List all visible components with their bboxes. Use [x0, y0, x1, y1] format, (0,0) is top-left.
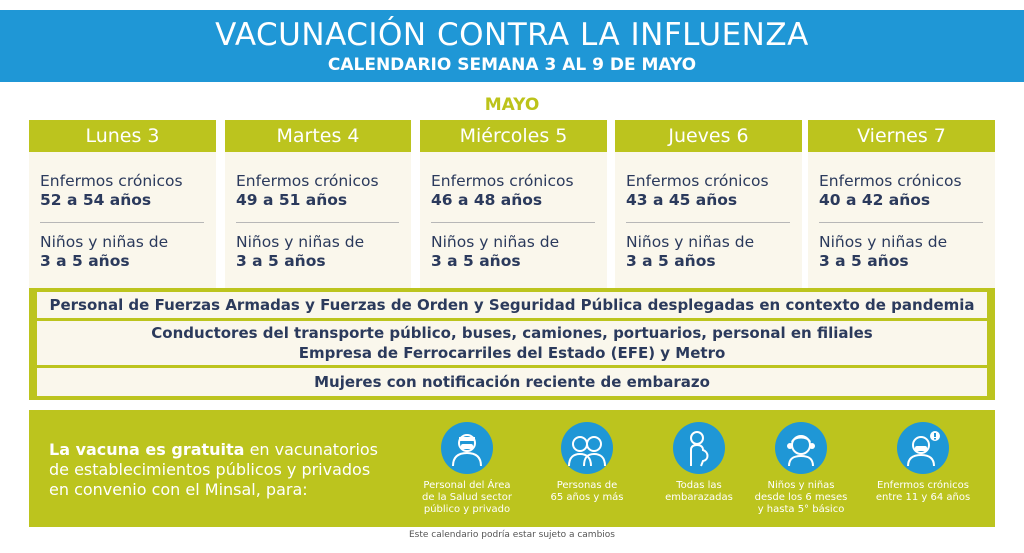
item-value: 40 a 42 años: [819, 191, 931, 209]
item-value: 3 a 5 años: [431, 252, 521, 270]
item-label: Enfermos crónicos: [431, 172, 574, 190]
day-column-wednesday: [420, 120, 607, 288]
divider: [236, 222, 399, 223]
day-body: [29, 152, 216, 288]
divider: [40, 222, 204, 223]
target-group-label: Enfermos crónicos: [877, 480, 969, 491]
item-label: Enfermos crónicos: [819, 172, 962, 190]
item-value: 43 a 45 años: [626, 191, 738, 209]
day-columns: [29, 120, 995, 288]
pregnancy-band: Mujeres con notificación reciente de embarazo: [37, 368, 987, 396]
target-group-label: desde los 6 meses: [754, 492, 848, 503]
item-value: 3 a 5 años: [40, 252, 130, 270]
day-header: Martes 4: [225, 120, 411, 152]
health-worker-icon: [441, 422, 493, 474]
item-value: 3 a 5 años: [819, 252, 909, 270]
divider: [626, 222, 790, 223]
target-group-label: 65 años y más: [550, 492, 624, 503]
day-column-thursday: [615, 120, 802, 288]
day-column-tuesday: [225, 120, 411, 288]
page-subtitle: CALENDARIO SEMANA 3 AL 9 DE MAYO: [327, 55, 697, 75]
target-group-pregnant: [644, 422, 754, 504]
disclaimer-note: Este calendario podría estar sujeto a cambios: [409, 530, 615, 540]
target-group-label: embarazadas: [665, 492, 733, 503]
free-vaccine-line3: en convenio con el Minsal, para:: [49, 480, 308, 499]
item-value: 46 a 48 años: [431, 191, 543, 209]
free-vaccine-panel: [29, 410, 995, 527]
day-header: Miércoles 5: [420, 120, 607, 152]
item-value: 3 a 5 años: [236, 252, 326, 270]
item-label: Niños y niñas de: [626, 233, 755, 251]
target-group-label: entre 11 y 64 años: [875, 492, 971, 503]
free-vaccine-text: [49, 440, 409, 500]
item-label: Niños y niñas de: [819, 233, 948, 251]
month-label: MAYO: [484, 95, 540, 115]
day-body: [225, 152, 411, 288]
free-vaccine-line2: de establecimientos públicos y privados: [49, 460, 371, 479]
railway-line: Empresa de Ferrocarriles del Estado (EFE) y Metro: [298, 344, 726, 362]
elderly-couple-icon: [561, 422, 613, 474]
item-label: Enfermos crónicos: [40, 172, 183, 190]
item-label: Niños y niñas de: [236, 233, 365, 251]
divider: [819, 222, 983, 223]
target-group-label: Todas las: [676, 480, 722, 491]
target-group-label: Niños y niñas: [767, 480, 835, 491]
target-group-elderly: [532, 422, 642, 504]
day-header: Jueves 6: [615, 120, 802, 152]
weekly-groups-panel: [29, 288, 995, 400]
chronic-patient-icon: [897, 422, 949, 474]
day-header: Viernes 7: [808, 120, 995, 152]
target-group-chronic: [868, 422, 978, 504]
header-banner: [0, 10, 1024, 82]
target-group-label: de la Salud sector: [422, 492, 512, 503]
target-group-label: Personal del Área: [423, 480, 511, 491]
day-body: [615, 152, 802, 288]
item-label: Enfermos crónicos: [626, 172, 769, 190]
target-group-children: [746, 422, 856, 516]
item-value: 52 a 54 años: [40, 191, 152, 209]
pregnant-woman-icon: [673, 422, 725, 474]
day-body: [420, 152, 607, 288]
item-label: Niños y niñas de: [431, 233, 560, 251]
item-label: Enfermos crónicos: [236, 172, 379, 190]
target-group-label: Personas de: [556, 480, 618, 491]
free-vaccine-line1: en vacunatorios: [244, 440, 379, 459]
day-column-monday: [29, 120, 216, 288]
target-group-label: y hasta 5° básico: [757, 504, 845, 515]
day-body: [808, 152, 995, 288]
transport-band: [37, 321, 987, 365]
item-value: 3 a 5 años: [626, 252, 716, 270]
children-icon: [775, 422, 827, 474]
day-header: Lunes 3: [29, 120, 216, 152]
item-label: Niños y niñas de: [40, 233, 169, 251]
day-column-friday: [808, 120, 995, 288]
target-group-label: público y privado: [423, 504, 511, 515]
transport-line: Conductores del transporte público, buses, camiones, portuarios, personal en filiales: [151, 324, 873, 342]
target-group-health-workers: [412, 422, 522, 516]
free-vaccine-highlight: La vacuna es gratuita: [49, 440, 245, 459]
item-value: 49 a 51 años: [236, 191, 348, 209]
armed-forces-band: Personal de Fuerzas Armadas y Fuerzas de Orden y Seguridad Pública desplegadas en contexto de pandemia: [37, 292, 987, 318]
page-title: VACUNACIÓN CONTRA LA INFLUENZA: [215, 17, 809, 53]
divider: [431, 222, 595, 223]
